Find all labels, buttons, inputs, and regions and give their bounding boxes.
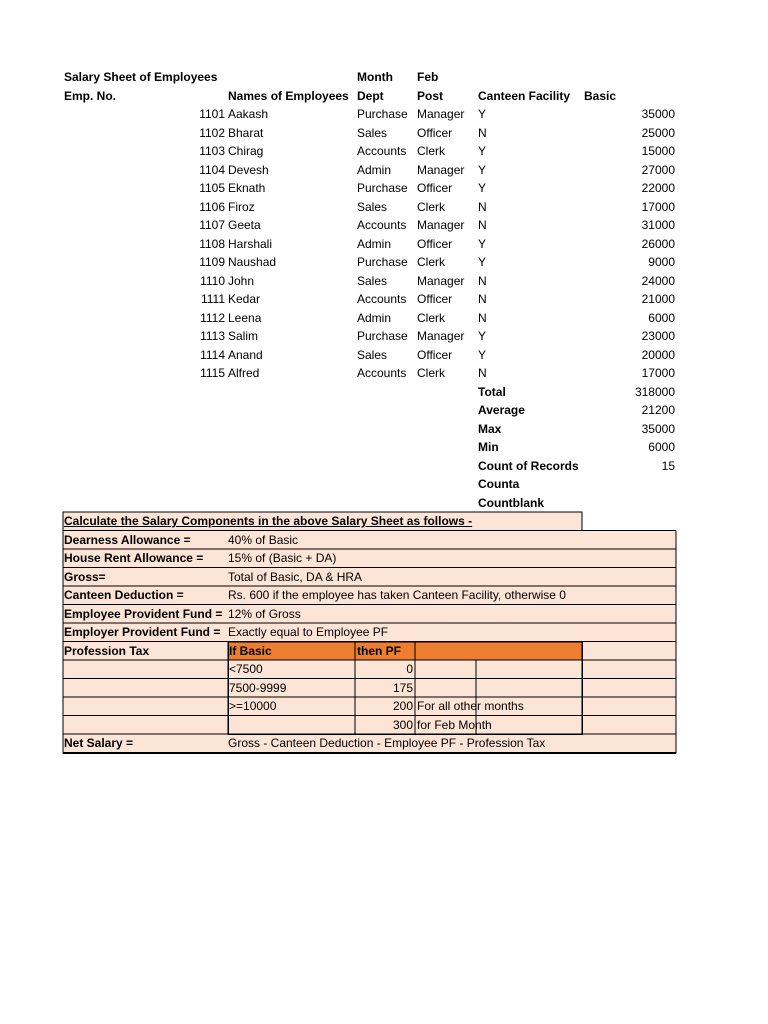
post-cell: Manager: [417, 107, 465, 121]
post-cell: Officer: [417, 347, 453, 362]
tax-note-cell: for Feb Month: [417, 717, 492, 732]
basic-cell: 15000: [641, 144, 675, 158]
post-cell: Manager: [417, 162, 465, 177]
dept-cell: Accounts: [357, 292, 407, 306]
emp-no-cell: 1113: [200, 329, 225, 343]
instructions-heading-row: [0, 512, 768, 531]
rule-text: Rs. 600 if the employee has taken Canteen Facility, otherwise 0: [228, 588, 566, 602]
summary-label: Min: [478, 440, 499, 454]
basic-cell: 23000: [641, 329, 675, 343]
employee-row: [0, 364, 768, 383]
dept-cell: Sales: [357, 273, 388, 288]
canteen-cell: Y: [478, 107, 487, 121]
dept-cell: Sales: [357, 347, 388, 362]
employee-name-cell: Kedar: [228, 292, 261, 306]
net-salary-label: Net Salary =: [64, 736, 134, 750]
summary-value: 15: [661, 458, 675, 473]
profession-tax-header-row: [0, 642, 768, 661]
dept-cell: Accounts: [357, 144, 407, 158]
rule-label: Employee Provident Fund =: [64, 606, 223, 621]
employee-name-cell: Harshali: [228, 236, 273, 251]
emp-no-cell: 1103: [199, 144, 225, 158]
emp-no-cell: 1105: [199, 181, 225, 195]
employee-name-cell: Aakash: [228, 107, 269, 121]
employee-name-cell: Bharat: [228, 125, 264, 140]
basic-range-cell: 7500-9999: [229, 680, 287, 695]
dept-cell: Purchase: [357, 255, 408, 269]
canteen-cell: N: [478, 218, 487, 232]
summary-value: 6000: [648, 440, 675, 454]
emp-no-cell: 1107: [199, 218, 225, 232]
rule-label: Dearness Allowance =: [64, 532, 191, 547]
rule-text: Total of Basic, DA & HRA: [228, 569, 363, 584]
summary-label: Average: [478, 403, 525, 417]
tax-table-header-if: If Basic: [229, 643, 272, 658]
summary-row-average: [0, 401, 768, 420]
canteen-cell: Y: [478, 144, 487, 158]
employee-row: [0, 290, 768, 309]
summary-row-count: [0, 457, 768, 476]
basic-cell: 26000: [641, 236, 675, 251]
tax-amount-cell: 175: [392, 680, 413, 695]
employee-name-cell: Leena: [228, 310, 262, 325]
canteen-cell: N: [478, 125, 487, 140]
summary-row-total: [0, 383, 768, 402]
employee-name-cell: Anand: [228, 347, 263, 362]
canteen-cell: N: [478, 292, 487, 306]
summary-row-min: [0, 438, 768, 457]
tax-table-row: [0, 697, 768, 716]
tax-amount-cell: 300: [392, 717, 413, 732]
net-salary-row: [0, 734, 768, 753]
post-cell: Clerk: [417, 310, 446, 325]
tax-table-row: [0, 660, 768, 679]
employee-row: [0, 161, 768, 180]
post-cell: Officer: [417, 292, 453, 306]
summary-row-countblank: [0, 494, 768, 513]
tax-table-row: [0, 679, 768, 698]
basic-cell: 21000: [641, 292, 675, 306]
emp-no-cell: 1104: [199, 162, 225, 177]
summary-value: 21200: [641, 403, 675, 417]
employee-row: [0, 124, 768, 143]
net-salary-text: Gross - Canteen Deduction - Employee PF - Profession Tax: [228, 736, 546, 750]
dept-cell: Admin: [357, 310, 392, 325]
emp-no-cell: 1115: [200, 366, 225, 380]
basic-cell: 6000: [648, 310, 675, 325]
dept-cell: Admin: [357, 162, 392, 177]
post-cell: Manager: [417, 329, 465, 343]
post-cell: Officer: [417, 236, 453, 251]
emp-no-cell: 1111: [200, 292, 225, 306]
basic-cell: 25000: [641, 125, 675, 140]
post-cell: Clerk: [417, 199, 446, 214]
employee-row: [0, 272, 768, 291]
dept-cell: Accounts: [357, 218, 407, 232]
summary-label: Max: [478, 421, 502, 436]
employee-name-cell: Eknath: [228, 181, 266, 195]
employee-name-cell: Naushad: [228, 255, 277, 269]
canteen-cell: N: [478, 310, 487, 325]
rule-text: 12% of Gross: [228, 606, 301, 621]
basic-cell: 24000: [641, 273, 675, 288]
dept-cell: Purchase: [357, 181, 408, 195]
rule-label: Canteen Deduction =: [64, 588, 184, 602]
employee-row: [0, 327, 768, 346]
header-name: Names of Employees: [228, 88, 349, 103]
tax-note-cell: For all other months: [417, 699, 524, 713]
dept-cell: Purchase: [357, 107, 408, 121]
employee-row: [0, 253, 768, 272]
header-row: [0, 87, 768, 106]
tax-table-header-then: then PF: [357, 643, 401, 658]
basic-range-cell: <7500: [229, 662, 263, 676]
header-dept: Dept: [357, 88, 384, 103]
canteen-cell: Y: [478, 181, 487, 195]
employee-row: [0, 235, 768, 254]
canteen-cell: Y: [478, 162, 487, 177]
tax-table-row: [0, 716, 768, 735]
basic-cell: 22000: [641, 181, 675, 195]
employee-row: [0, 105, 768, 124]
header-canteen: Canteen Facility: [478, 88, 571, 103]
canteen-cell: Y: [478, 347, 487, 362]
basic-cell: 27000: [641, 162, 675, 177]
rule-label: House Rent Allowance =: [64, 551, 204, 565]
canteen-cell: Y: [478, 255, 487, 269]
sheet-title: Salary Sheet of Employees: [64, 70, 218, 84]
title-row: [0, 68, 768, 87]
rule-row: [0, 531, 768, 550]
emp-no-cell: 1108: [199, 236, 225, 251]
canteen-cell: N: [478, 273, 487, 288]
emp-no-cell: 1110: [200, 273, 225, 288]
tax-amount-cell: 200: [392, 699, 413, 713]
post-cell: Clerk: [417, 144, 446, 158]
emp-no-cell: 1101: [199, 107, 225, 121]
rule-label: Employer Provident Fund =: [64, 625, 221, 639]
month-label: Month: [357, 70, 393, 84]
dept-cell: Sales: [357, 199, 388, 214]
basic-range-cell: >=10000: [229, 699, 277, 713]
header-post: Post: [417, 88, 444, 103]
summary-label: Total: [478, 384, 506, 399]
employee-row: [0, 309, 768, 328]
dept-cell: Admin: [357, 236, 392, 251]
rule-row: [0, 605, 768, 624]
emp-no-cell: 1112: [200, 310, 225, 325]
dept-cell: Sales: [357, 125, 388, 140]
basic-cell: 17000: [641, 366, 675, 380]
employee-name-cell: Alfred: [228, 366, 260, 380]
header-basic: Basic: [584, 88, 617, 103]
rule-row: [0, 568, 768, 587]
summary-row-counta: [0, 475, 768, 494]
month-value: Feb: [417, 70, 439, 84]
employee-name-cell: Geeta: [228, 218, 261, 232]
post-cell: Manager: [417, 273, 465, 288]
header-emp-no: Emp. No.: [64, 88, 117, 103]
emp-no-cell: 1106: [199, 199, 225, 214]
emp-no-cell: 1102: [199, 125, 225, 140]
post-cell: Clerk: [417, 255, 446, 269]
rule-text: Exactly equal to Employee PF: [228, 625, 389, 639]
employee-name-cell: Firoz: [228, 199, 255, 214]
basic-cell: 35000: [641, 107, 675, 121]
basic-cell: 9000: [648, 255, 675, 269]
basic-cell: 20000: [641, 347, 675, 362]
post-cell: Manager: [417, 218, 465, 232]
employee-row: [0, 346, 768, 365]
summary-label: Counta: [478, 477, 520, 491]
employee-name-cell: Devesh: [228, 162, 269, 177]
employee-row: [0, 142, 768, 161]
canteen-cell: Y: [478, 329, 487, 343]
rule-text: 15% of (Basic + DA): [228, 551, 337, 565]
employee-name-cell: Salim: [228, 329, 259, 343]
summary-value: 318000: [634, 384, 675, 399]
canteen-cell: N: [478, 199, 487, 214]
rule-row: [0, 586, 768, 605]
employee-name-cell: John: [228, 273, 255, 288]
summary-row-max: [0, 420, 768, 439]
summary-value: 35000: [641, 421, 675, 436]
summary-label: Countblank: [478, 495, 544, 510]
basic-cell: 17000: [641, 199, 675, 214]
emp-no-cell: 1109: [199, 255, 225, 269]
emp-no-cell: 1114: [200, 347, 225, 362]
rule-text: 40% of Basic: [228, 532, 299, 547]
post-cell: Officer: [417, 181, 453, 195]
employee-row: [0, 179, 768, 198]
rule-row: [0, 549, 768, 568]
dept-cell: Purchase: [357, 329, 408, 343]
rule-row: [0, 623, 768, 642]
dept-cell: Accounts: [357, 366, 407, 380]
canteen-cell: Y: [478, 236, 487, 251]
summary-label: Count of Records: [478, 458, 579, 473]
profession-tax-label: Profession Tax: [64, 643, 150, 658]
post-cell: Clerk: [417, 366, 446, 380]
rule-label: Gross=: [64, 569, 106, 584]
employee-name-cell: Chirag: [228, 144, 264, 158]
employee-row: [0, 198, 768, 217]
tax-amount-cell: 0: [406, 662, 413, 676]
instructions-heading: Calculate the Salary Components in the above Salary Sheet as follows -: [64, 514, 473, 528]
canteen-cell: N: [478, 366, 487, 380]
post-cell: Officer: [417, 125, 453, 140]
employee-row: [0, 216, 768, 235]
basic-cell: 31000: [641, 218, 675, 232]
